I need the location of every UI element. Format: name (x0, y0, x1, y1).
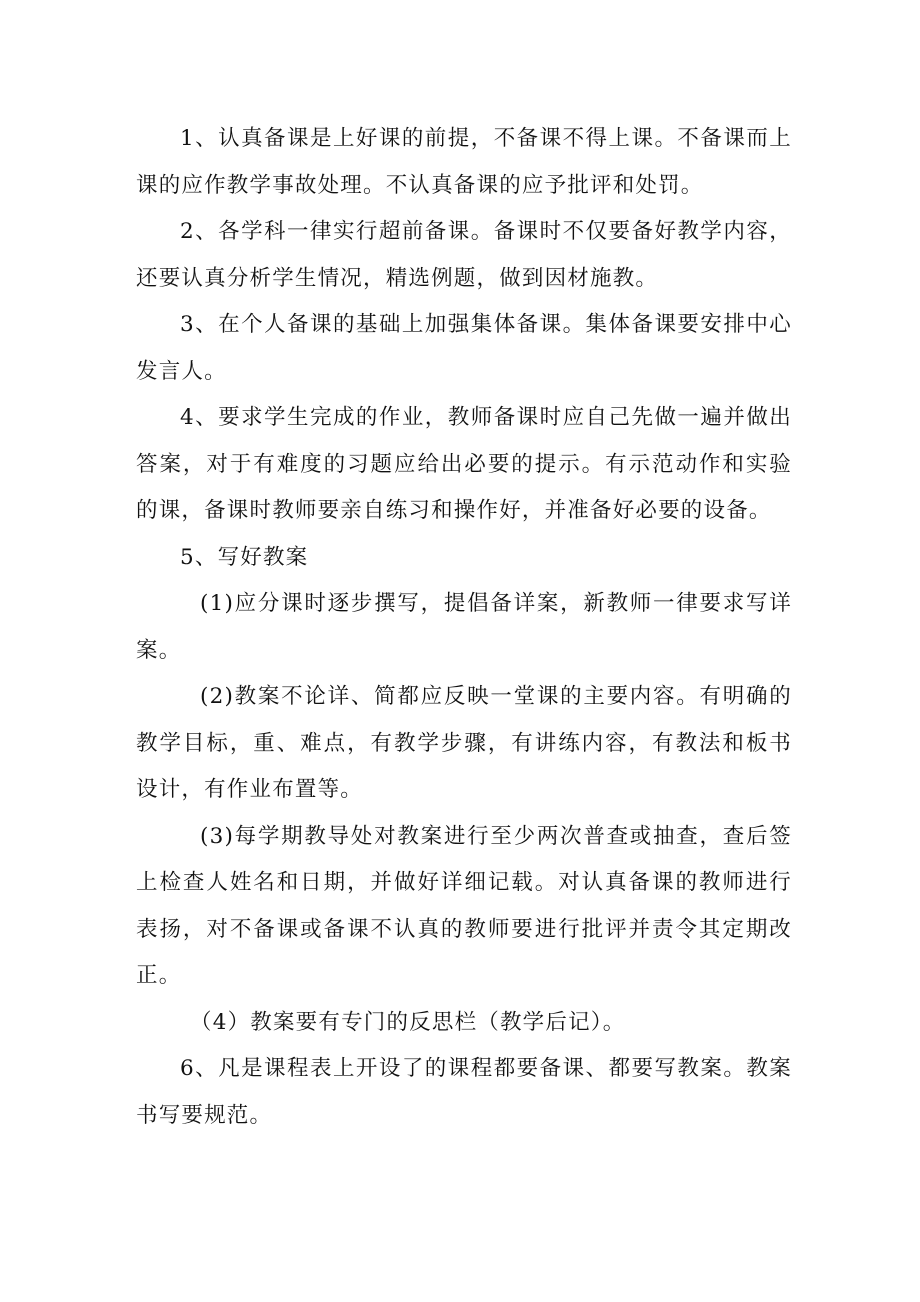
paragraph-5-item-2: (2)教案不论详、简都应反映一堂课的主要内容。有明确的教学目标，重、难点，有教学步骤，有讲练内容，有教法和板书设计，有作业布置等。 (136, 684, 792, 802)
paragraph-6: 6、凡是课程表上开设了的课程都要备课、都要写教案。教案书写要规范。 (136, 1056, 792, 1128)
paragraph-3: 3、在个人备课的基础上加强集体备课。集体备课要安排中心发言人。 (136, 312, 792, 384)
paragraph-4: 4、要求学生完成的作业，教师备课时应自己先做一遍并做出答案，对于有难度的习题应给出必要的提示。有示范动作和实验的课，备课时教师要亲自练习和操作好，并准备好必要的设备。 (136, 405, 792, 523)
document-body (136, 116, 792, 1139)
paragraph-5-heading: 5、写好教案 (180, 544, 309, 570)
paragraph-2: 2、各学科一律实行超前备课。备课时不仅要备好教学内容，还要认真分析学生情况，精选例题，做到因材施教。 (136, 219, 792, 291)
paragraph-5-item-1: (1)应分课时逐步撰写，提倡备详案，新教师一律要求写详案。 (136, 591, 792, 663)
paragraph-5-item-3: (3)每学期教导处对教案进行至少两次普查或抽查，查后签上检查人姓名和日期，并做好详细记载。对认真备课的教师进行表扬，对不备课或备课不认真的教师要进行批评并责令其定期改正。 (136, 823, 792, 988)
paragraph-5-item-4: （4）教案要有专门的反思栏（教学后记）。 (190, 1009, 626, 1035)
paragraph-1: 1、认真备课是上好课的前提，不备课不得上课。不备课而上课的应作教学事故处理。不认真备课的应予批评和处罚。 (136, 126, 792, 198)
